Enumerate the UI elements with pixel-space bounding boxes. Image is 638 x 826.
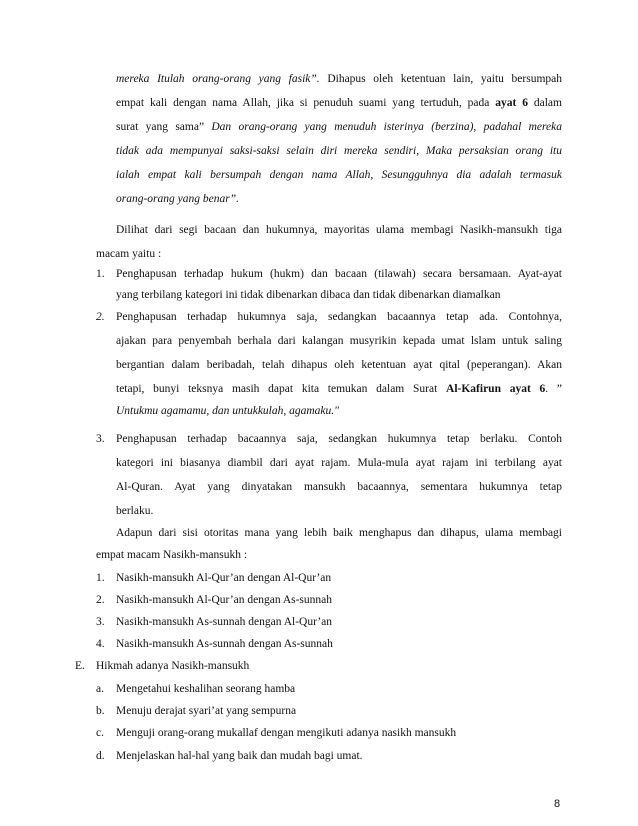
list-marker: 1. (96, 572, 105, 584)
quote-line: mereka Itulah orang-orang yang fasik”. Dihapus oleh ketentuan lain, yaitu bersumpah (116, 73, 562, 85)
list-item-line: yang terbilang kategori ini tidak dibenarkan dibaca dan tidak dibenarkan diamalkan (116, 289, 501, 301)
list-item-line: Untukmu agamamu, dan untukkulah, agamaku." (116, 405, 339, 417)
section-title: Hikmah adanya Nasikh-mansukh (96, 660, 250, 672)
list-item: Menguji orang-orang mukallaf dengan mengikuti adanya nasikh mansukh (116, 727, 457, 739)
list-item-line: Penghapusan terhadap hukum (hukm) dan bacaan (tilawah) secara bersamaan. Ayat-ayat (116, 268, 562, 280)
paragraph-line: macam yaitu : (96, 248, 162, 260)
list-marker: 4. (96, 638, 105, 650)
list-item: Nasikh-mansukh As-sunnah dengan As-sunnah (116, 638, 333, 650)
list-item-line: kategori ini biasanya diambil dari ayat rajam. Mula-mula ayat rajam ini terbilang ayat (116, 457, 562, 469)
list-item-line: bergantian dalam beribadah, telah dihapus oleh ketentuan ayat qital (peperangan). Akan (116, 359, 562, 371)
list-item: Mengetahui keshalihan seorang hamba (116, 683, 296, 695)
list-marker: 2. (96, 311, 105, 323)
list-item-line: Penghapusan terhadap hukumnya saja, sedangkan bacaannya tetap ada. Contohnya, (116, 311, 562, 323)
paragraph-line: empat macam Nasikh-mansukh : (96, 549, 248, 561)
section-marker: E. (75, 660, 85, 672)
list-item: Menuju derajat syari’at yang sempurna (116, 705, 297, 717)
list-item-line: tetapi, bunyi teksnya masih dapat kita temukan dalam Surat Al-Kafirun ayat 6. ” (116, 383, 562, 395)
quote-line: tidak ada mempunyai saksi-saksi selain diri mereka sendiri, Maka persaksian orang itu (116, 145, 562, 157)
list-item-line: berlaku. (116, 505, 154, 517)
page-number: 8 (554, 798, 561, 810)
list-item: Nasikh-mansukh As-sunnah dengan Al-Qur’an (116, 616, 333, 628)
list-marker: 2. (96, 594, 105, 606)
list-item-line: ajakan para penyembah berhala dari kalangan musyrikin kepada umat lslam untuk saling (116, 335, 562, 347)
list-item: Nasikh-mansukh Al-Qur’an dengan Al-Qur’an (116, 572, 332, 584)
list-marker: d. (96, 750, 105, 762)
list-item: Menjelaskan hal-hal yang baik dan mudah bagi umat. (116, 750, 363, 762)
list-marker: b. (96, 705, 105, 717)
list-marker: 1. (96, 268, 105, 280)
list-marker: a. (96, 683, 104, 695)
paragraph-line: Adapun dari sisi otoritas mana yang lebih baik menghapus dan dihapus, ulama membagi (116, 527, 562, 539)
quote-line: ialah empat kali bersumpah dengan nama Allah, Sesungguhnya dia adalah termasuk (116, 169, 562, 181)
list-marker: 3. (96, 433, 105, 445)
list-marker: 3. (96, 616, 105, 628)
list-item-line: Penghapusan terhadap bacaannya saja, sedangkan hukumnya tetap berlaku. Contoh (116, 433, 562, 445)
paragraph-line: Dilihat dari segi bacaan dan hukumnya, mayoritas ulama membagi Nasikh-mansukh tiga (116, 224, 562, 236)
quote-line: empat kali dengan nama Allah, jika si penuduh suami yang tertuduh, pada ayat 6 dalam (116, 97, 562, 109)
list-item: Nasikh-mansukh Al-Qur’an dengan As-sunnah (116, 594, 333, 606)
quote-line: orang-orang yang benar”. (116, 193, 239, 205)
list-item-line: Al-Quran. Ayat yang dinyatakan mansukh bacaannya, sementara hukumnya tetap (116, 481, 562, 493)
list-marker: c. (96, 727, 104, 739)
quote-line: surat yang sama” Dan orang-orang yang menuduh isterinya (berzina), padahal mereka (116, 121, 562, 133)
